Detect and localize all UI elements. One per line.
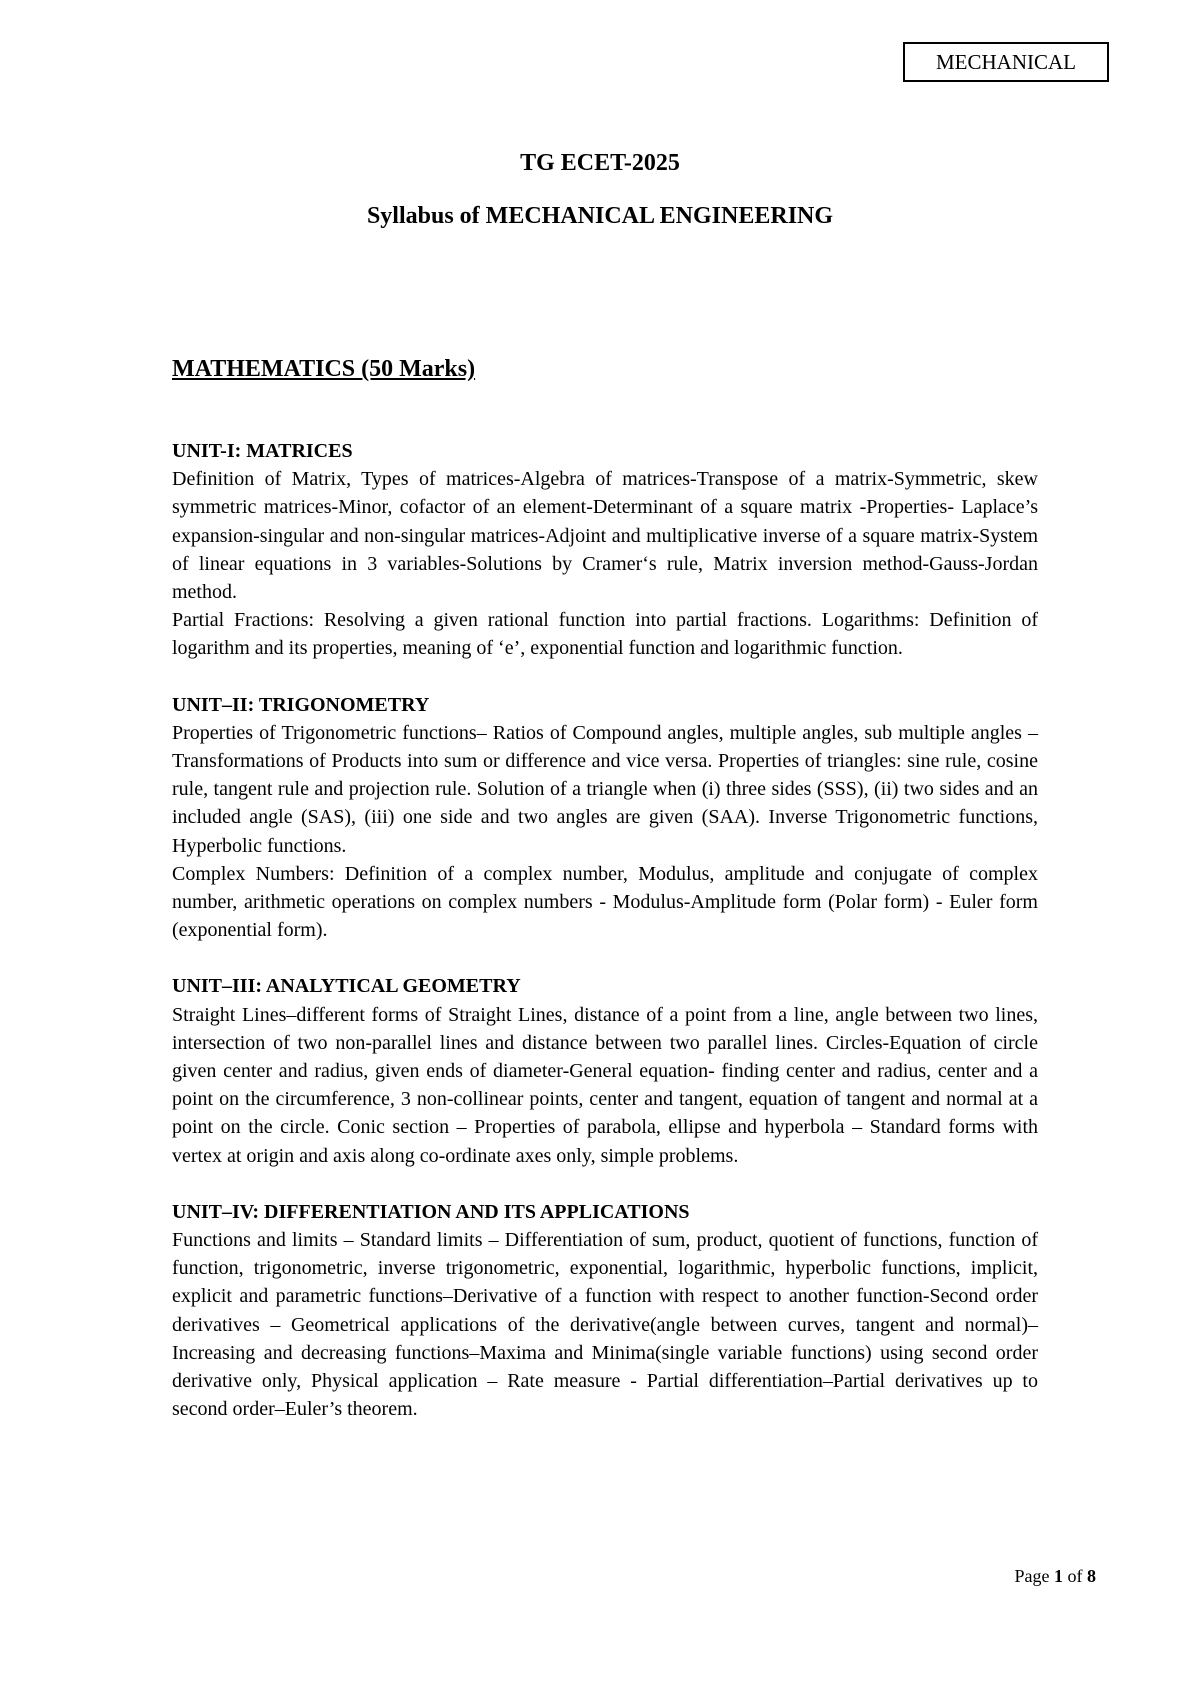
document-title: TG ECET-2025: [520, 150, 680, 176]
unit-3-analytical-geometry: [172, 972, 1038, 1169]
section-heading-mathematics: MATHEMATICS (50 Marks): [172, 356, 476, 382]
syllabus-content: [172, 437, 1038, 1452]
unit-heading: UNIT–IV: DIFFERENTIATION AND ITS APPLICATIONS: [172, 1200, 690, 1223]
unit-1-matrices: [172, 437, 1038, 663]
page-current: 1: [1054, 1566, 1063, 1586]
unit-paragraph: Properties of Trigonometric functions– Ratios of Compound angles, multiple angles, sub multiple angles – Transformations of Products into sum or difference and vice versa. Properties of triangles: sine rule, cosine rule, tangent rule and projection rule. Solution of a triangle when (i) three sides (SSS), (ii) two sides and an included angle (SAS), (iii) one side and two angles are given (SAA). Inverse Trigonometric functions, Hyperbolic functions.: [172, 721, 1038, 857]
unit-heading: UNIT–II: TRIGONOMETRY: [172, 693, 430, 716]
unit-paragraph: Definition of Matrix, Types of matrices-Algebra of matrices-Transpose of a matrix-Symmetric, skew symmetric matrices-Minor, cofactor of an element-Determinant of a square matrix -Properties- Laplace’s expansion-singular and non-singular matrices-Adjoint and multiplicative inverse of a square matrix-System of linear equations in 3 variables-Solutions by Cramer‘s rule, Matrix inversion method-Gauss-Jordan method.: [172, 468, 1038, 604]
unit-paragraph: Partial Fractions: Resolving a given rational function into partial fractions. Logarithms: Definition of logarithm and its properties, meaning of ‘e’, exponential function and logarithmic function.: [172, 609, 1038, 660]
page-word: Page: [1014, 1566, 1050, 1586]
unit-4-differentiation: [172, 1198, 1038, 1424]
unit-2-trigonometry: [172, 691, 1038, 945]
document-subtitle: Syllabus of MECHANICAL ENGINEERING: [366, 203, 834, 229]
unit-paragraph: Complex Numbers: Definition of a complex number, Modulus, amplitude and conjugate of complex number, arithmetic operations on complex numbers - Modulus-Amplitude form (Polar form) - Euler form (exponential form).: [172, 862, 1038, 942]
of-word: of: [1067, 1566, 1083, 1586]
page-total: 8: [1087, 1566, 1096, 1586]
department-label: MECHANICAL: [903, 42, 1109, 82]
unit-heading: UNIT-I: MATRICES: [172, 440, 353, 462]
unit-paragraph: Functions and limits – Standard limits – Differentiation of sum, product, quotient of functions, function of function, trigonometric, inverse trigonometric, exponential, logarithmic, hyperbolic functions, implicit, explicit and parametric functions–Derivative of a function with respect to another function-Second order derivatives – Geometrical applications of the derivative(angle between curves, tangent and normal)–Increasing and decreasing functions–Maxima and Minima(single variable functions) using second order derivative only, Physical application – Rate measure - Partial differentiation–Partial derivatives up to second order–Euler’s theorem.: [172, 1229, 1038, 1421]
page-number: [1015, 1566, 1097, 1587]
unit-heading: UNIT–III: ANALYTICAL GEOMETRY: [172, 975, 521, 998]
unit-paragraph: Straight Lines–different forms of Straight Lines, distance of a point from a line, angle between two lines, intersection of two non-parallel lines and distance between two parallel lines. Circles-Equation of circle given center and radius, given ends of diameter-General equation- finding center and radius, center and a point on the circumference, 3 non-collinear points, center and tangent, equation of tangent and normal at a point on the circle. Conic section – Properties of parabola, ellipse and hyperbola – Standard forms with vertex at origin and axis along co-ordinate axes only, simple problems.: [172, 1003, 1038, 1167]
